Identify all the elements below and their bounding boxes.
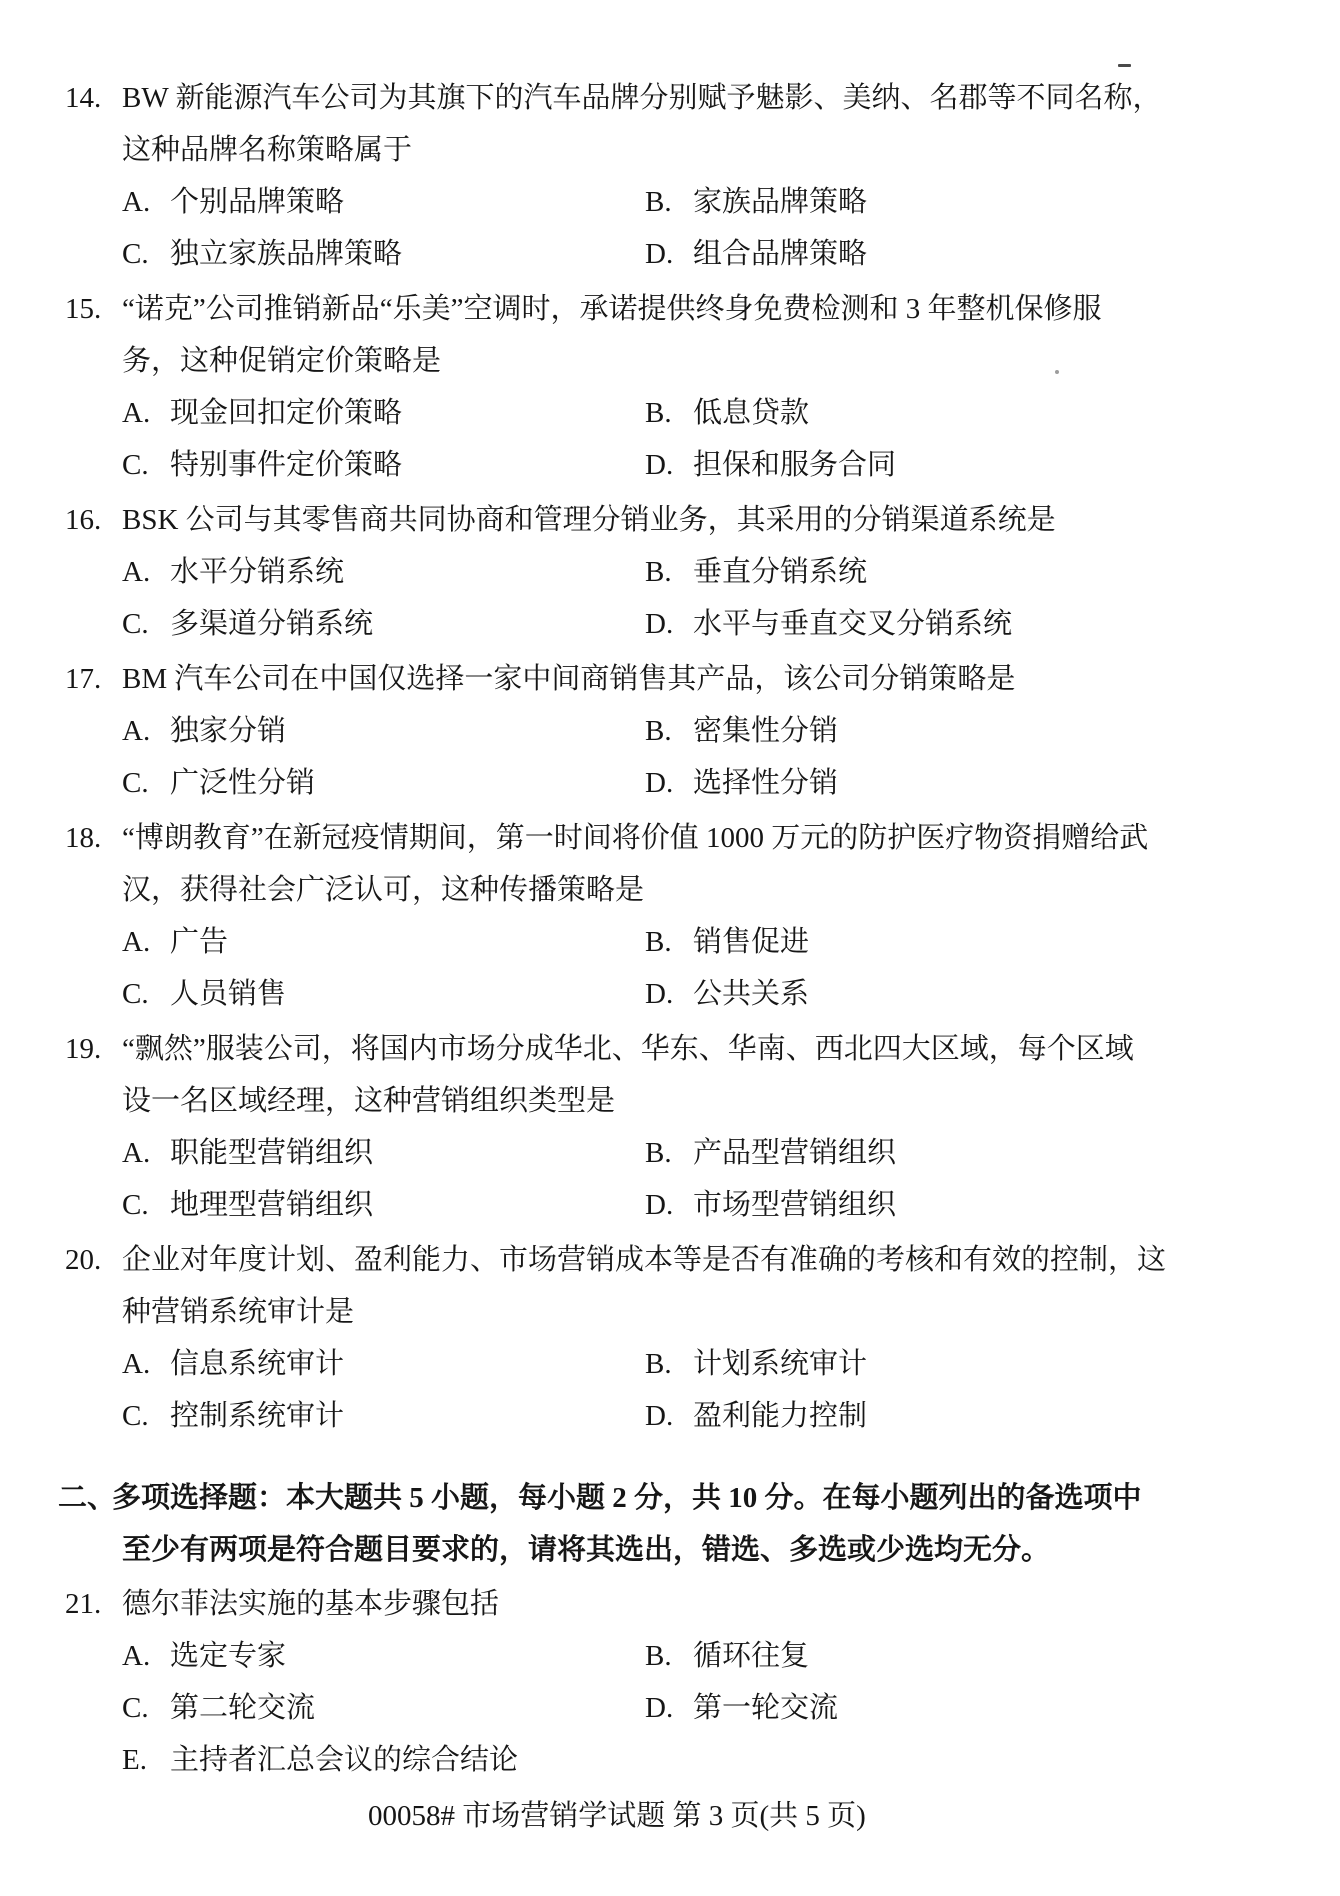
option-text: 市场型营销组织 [693,1189,897,1221]
question-lines [122,1578,1340,1630]
questions-part1 [0,72,1340,1442]
option-label: A. [122,1640,151,1672]
option-text: 主持者汇总会议的综合结论 [170,1744,519,1776]
option-item [645,1682,1340,1734]
option-text: 独家分销 [170,715,287,747]
option-text: 个别品牌策略 [170,186,345,218]
option-item [645,757,1340,809]
option-item [122,757,645,809]
question-lines [122,283,1340,387]
option-item [122,228,645,280]
option-label: C. [122,608,149,640]
option-label: D. [645,1400,674,1432]
option-item [122,1390,645,1442]
question-number: 17. [65,663,102,695]
option-label: C. [122,767,149,799]
option-item [645,1630,1340,1682]
question-lines [122,653,1340,705]
option-item [122,968,645,1020]
option-text: 销售促进 [693,926,810,958]
option-item [645,916,1340,968]
question-lines [122,494,1340,546]
option-label: A. [122,1137,151,1169]
page-footer: 00058# 市场营销学试题 第 3 页(共 5 页) [368,1800,866,1832]
option-item [122,176,645,228]
option-text: 水平与垂直交叉分销系统 [693,608,1013,640]
option-text: 现金回扣定价策略 [170,397,403,429]
option-label: C. [122,978,149,1010]
option-item [122,705,645,757]
section-two-heading-line: 多项选择题：本大题共 5 小题，每小题 2 分，共 10 分。在每小题列出的备选项中 [112,1482,1142,1514]
question-options [122,1338,1340,1442]
option-text: 垂直分销系统 [693,556,868,588]
question-options [122,1127,1340,1231]
option-item [122,916,645,968]
option-label: C. [122,238,149,270]
option-item [645,176,1340,228]
option-item [645,1179,1340,1231]
option-text: 组合品牌策略 [693,238,868,270]
question-text-line: “博朗教育”在新冠疫情期间，第一时间将价值 1000 万元的防护医疗物资捐赠给武 [122,822,1149,854]
option-text: 广告 [170,926,229,958]
question-number: 16. [65,504,102,536]
option-label: A. [122,556,151,588]
option-text: 产品型营销组织 [693,1137,897,1169]
option-label: D. [645,449,674,481]
question-number: 15. [65,293,102,325]
option-label: C. [122,1692,149,1724]
option-text: 水平分销系统 [170,556,345,588]
option-item [122,546,645,598]
option-text: 循环往复 [693,1640,810,1672]
option-text: 计划系统审计 [693,1348,868,1380]
option-label: B. [645,926,672,958]
option-text: 担保和服务合同 [693,449,897,481]
question-item [0,812,1340,1020]
option-text: 低息贷款 [693,397,810,429]
question-lines [122,1023,1340,1127]
question-item [0,1578,1340,1786]
option-text: 盈利能力控制 [693,1400,868,1432]
option-item [122,1179,645,1231]
question-text-line: BM 汽车公司在中国仅选择一家中间商销售其产品，该公司分销策略是 [122,663,1016,695]
question-options [122,1630,1340,1786]
question-item [0,72,1340,280]
option-item [645,387,1340,439]
option-label: D. [645,1692,674,1724]
option-label: C. [122,449,149,481]
option-item [645,1127,1340,1179]
option-text: 职能型营销组织 [170,1137,374,1169]
question-item [0,283,1340,491]
option-text: 密集性分销 [693,715,839,747]
option-text: 特别事件定价策略 [170,449,403,481]
section-two-heading [0,1472,1340,1576]
option-item [122,1630,645,1682]
question-options [122,176,1340,280]
question-text-line: 务，这种促销定价策略是 [122,345,442,377]
question-text-line: “飘然”服装公司，将国内市场分成华北、华东、华南、西北四大区域，每个区域 [122,1033,1134,1065]
question-number: 18. [65,822,102,854]
option-label: B. [645,715,672,747]
option-item [645,228,1340,280]
option-label: D. [645,238,674,270]
question-number: 14. [65,82,102,114]
option-item [122,1338,645,1390]
option-label: A. [122,1348,151,1380]
option-item [645,705,1340,757]
question-options [122,546,1340,650]
option-item [122,387,645,439]
option-item [122,598,645,650]
question-item [0,653,1340,809]
question-options [122,705,1340,809]
option-text: 公共关系 [693,978,810,1010]
option-label: A. [122,397,151,429]
option-item [645,439,1340,491]
option-label: D. [645,1189,674,1221]
question-lines [122,72,1340,176]
option-label: D. [645,978,674,1010]
question-number: 20. [65,1244,102,1276]
question-number: 21. [65,1588,102,1620]
option-item [645,1390,1340,1442]
question-text-line: 汉，获得社会广泛认可，这种传播策略是 [122,874,645,906]
option-label: D. [645,608,674,640]
question-number: 19. [65,1033,102,1065]
question-item [0,494,1340,650]
question-text-line: 企业对年度计划、盈利能力、市场营销成本等是否有准确的考核和有效的控制，这 [122,1244,1167,1276]
question-text-line: BW 新能源汽车公司为其旗下的汽车品牌分别赋予魅影、美纳、名郡等不同名称， [122,82,1162,114]
option-label: D. [645,767,674,799]
question-text-line: “诺克”公司推销新品“乐美”空调时，承诺提供终身免费检测和 3 年整机保修服 [122,293,1102,325]
option-label: A. [122,186,151,218]
question-text-line: 设一名区域经理，这种营销组织类型是 [122,1085,616,1117]
option-label: B. [645,186,672,218]
option-label: B. [645,1348,672,1380]
option-item [122,1127,645,1179]
option-item [645,968,1340,1020]
question-options [122,916,1340,1020]
option-label: C. [122,1189,149,1221]
question-lines [122,1234,1340,1338]
question-text-line: 这种品牌名称策略属于 [122,134,413,166]
option-item [645,1338,1340,1390]
question-options [122,387,1340,491]
option-label: B. [645,397,672,429]
option-item [122,1734,645,1786]
option-label: C. [122,1400,149,1432]
question-item [0,1234,1340,1442]
option-text: 地理型营销组织 [170,1189,374,1221]
question-lines [122,812,1340,916]
option-text: 广泛性分销 [170,767,316,799]
option-label: A. [122,926,151,958]
option-text: 信息系统审计 [170,1348,345,1380]
question-text-line: 种营销系统审计是 [122,1296,355,1328]
option-text: 多渠道分销系统 [170,608,374,640]
question-text-line: BSK 公司与其零售商共同协商和管理分销业务，其采用的分销渠道系统是 [122,504,1056,536]
option-label: B. [645,1137,672,1169]
option-item [122,439,645,491]
option-text: 第二轮交流 [170,1692,316,1724]
option-text: 第一轮交流 [693,1692,839,1724]
option-item [122,1682,645,1734]
section-two-heading-line: 至少有两项是符合题目要求的，请将其选出，错选、多选或少选均无分。 [122,1534,1051,1566]
questions-part2 [0,1578,1340,1786]
option-item [645,598,1340,650]
question-text-line: 德尔菲法实施的基本步骤包括 [122,1588,500,1620]
scan-artifact-dash [1118,64,1131,67]
option-label: B. [645,1640,672,1672]
section-two-marker: 二、 [58,1482,117,1514]
option-item [645,546,1340,598]
option-text: 选择性分销 [693,767,839,799]
option-text: 独立家族品牌策略 [170,238,403,270]
option-label: B. [645,556,672,588]
option-text: 控制系统审计 [170,1400,345,1432]
option-text: 选定专家 [170,1640,287,1672]
option-label: E. [122,1744,147,1776]
option-label: A. [122,715,151,747]
option-text: 人员销售 [170,978,287,1010]
option-text: 家族品牌策略 [693,186,868,218]
question-item [0,1023,1340,1231]
